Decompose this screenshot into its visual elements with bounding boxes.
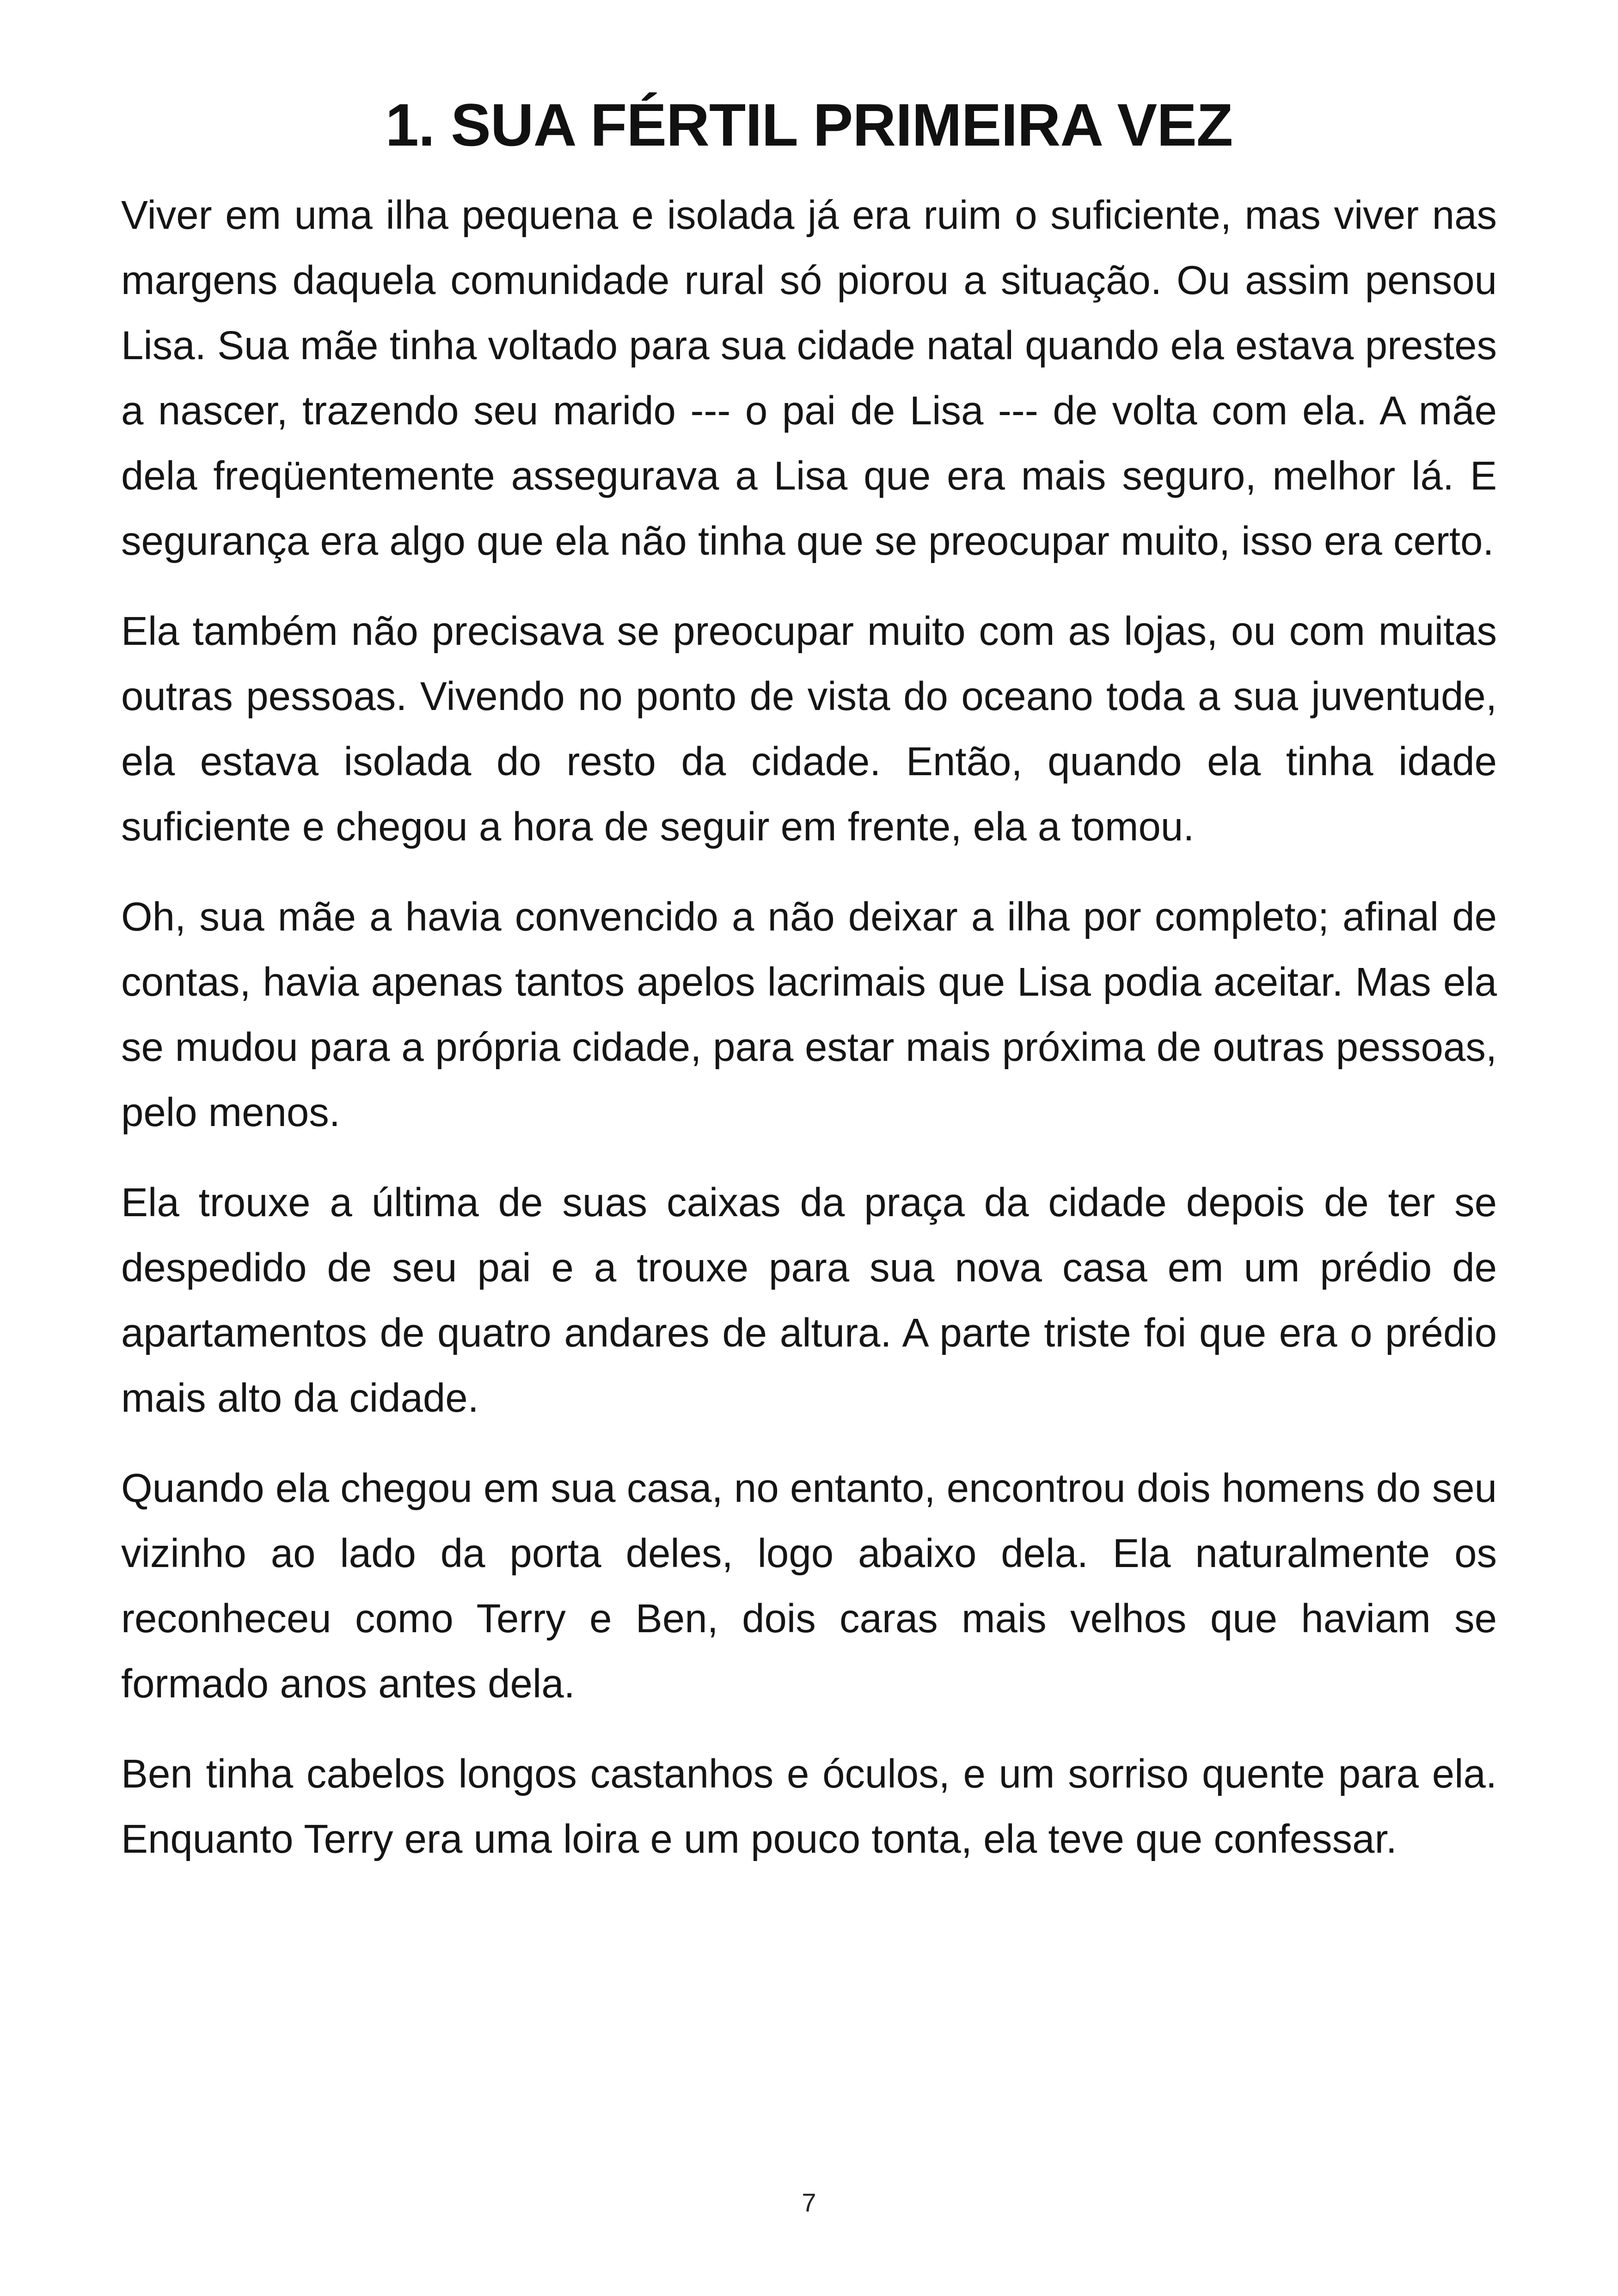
paragraph: Quando ela chegou em sua casa, no entanto, encontrou dois homens do seu vizinho ao lado da porta deles, logo abaixo dela. Ela naturalmente os reconheceu como Terry e Ben, dois caras mais velhos que haviam se formado anos antes dela.	[121, 1466, 1497, 1706]
page-number: 7	[802, 2188, 816, 2217]
paragraph: Viver em uma ilha pequena e isolada já era ruim o suficiente, mas viver nas margens daquela comunidade rural só piorou a situação. Ou assim pensou Lisa. Sua mãe tinha voltado para sua cidade natal quando ela estava prestes a nascer, trazendo seu marido --- o pai de Lisa --- de volta com ela. A mãe dela freqüentemente assegurava a Lisa que era mais seguro, melhor lá. E segurança era algo que ela não tinha que se preocupar muito, isso era certo.	[121, 193, 1497, 563]
paragraph: Ela trouxe a última de suas caixas da praça da cidade depois de ter se despedido de seu pai e a trouxe para sua nova casa em um prédio de apartamentos de quatro andares de altura. A parte triste foi que era o prédio mais alto da cidade.	[121, 1180, 1497, 1420]
paragraph: Oh, sua mãe a havia convencido a não deixar a ilha por completo; afinal de contas, havia apenas tantos apelos lacrimais que Lisa podia aceitar. Mas ela se mudou para a própria cidade, para estar mais próxima de outras pessoas, pelo menos.	[121, 894, 1497, 1135]
chapter-body	[121, 183, 1497, 1872]
paragraph: Ela também não precisava se preocupar muito com as lojas, ou com muitas outras pessoas. Vivendo no ponto de vista do oceano toda a sua juventude, ela estava isolada do resto da cidade. Então, quando ela tinha idade suficiente e chegou a hora de seguir em frente, ela a tomou.	[121, 609, 1497, 849]
chapter-title: 1. SUA FÉRTIL PRIMEIRA VEZ	[385, 91, 1233, 159]
paragraph: Ben tinha cabelos longos castanhos e óculos, e um sorriso quente para ela. Enquanto Terry era uma loira e um pouco tonta, ela teve que confessar.	[121, 1751, 1497, 1861]
